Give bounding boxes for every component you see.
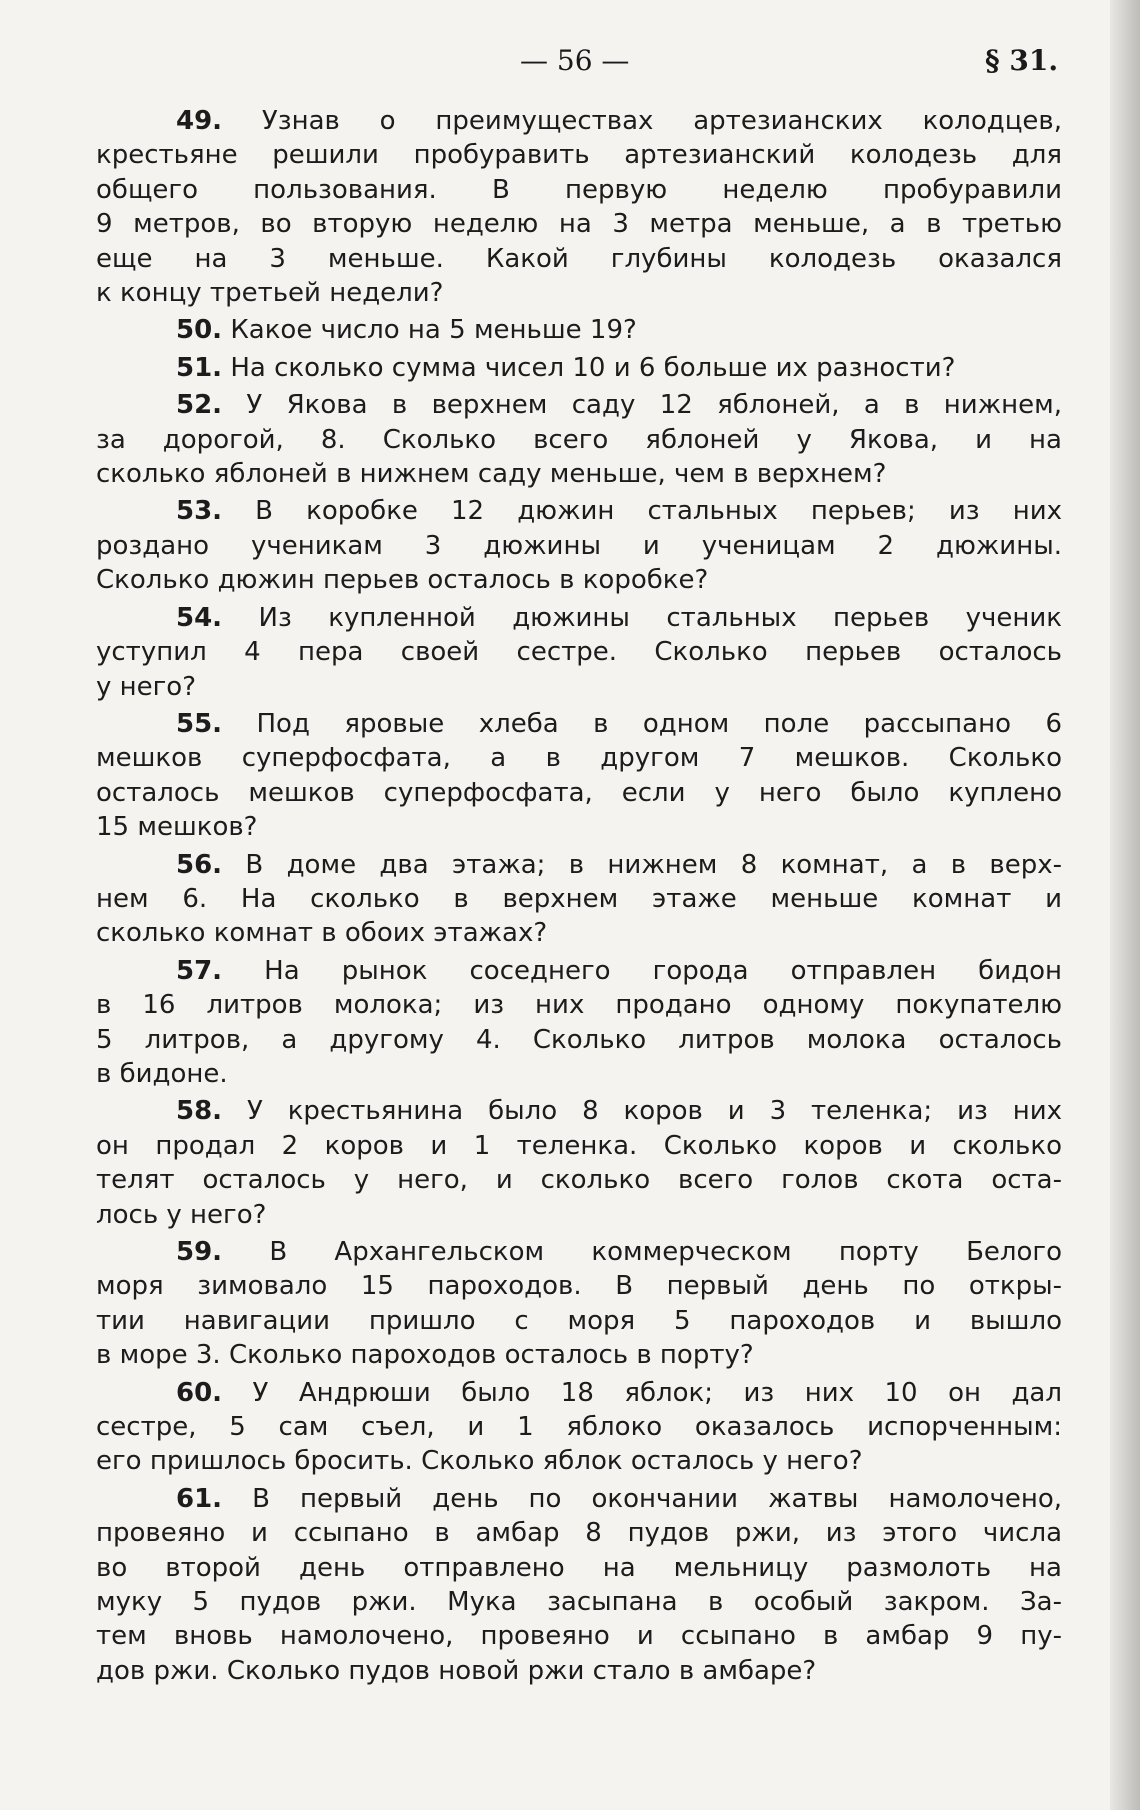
- problem-59: [96, 1235, 1062, 1373]
- problem-line: нем 6. На сколько в верхнем этаже меньше комнат и: [96, 883, 1062, 914]
- problem-text: У Якова в верхнем саду 12 яблоней, а в нижнем,: [222, 390, 1062, 421]
- problem-line: крестьяне решили пробуравить артезианский колодезь для: [96, 140, 1062, 171]
- problem-line: в 16 литров молока; из них продано одному покупателю: [96, 990, 1062, 1021]
- problem-number: 56.: [176, 849, 223, 880]
- problem-line: общего пользования. В первую неделю пробуравили: [96, 174, 1062, 205]
- problem-number: 49.: [176, 106, 223, 136]
- problem-line: сколько яблоней в нижнем саду меньше, чем в верхнем?: [96, 459, 887, 490]
- problem-text: Какое число на 5 меньше 19?: [222, 315, 637, 346]
- problem-50: [96, 313, 1062, 347]
- problem-line: 5 литров, а другому 4. Сколько литров молока осталось: [96, 1024, 1062, 1055]
- problem-text: Под яровые хлеба в одном поле рассыпано 6: [222, 708, 1062, 739]
- problem-line: [96, 707, 1062, 741]
- problem-text: На сколько сумма чисел 10 и 6 больше их разности?: [222, 352, 956, 383]
- problem-number: 53.: [176, 496, 223, 527]
- problem-line: [96, 1376, 1062, 1410]
- problem-line: в бидоне.: [96, 1058, 228, 1089]
- problem-line: [96, 313, 1062, 347]
- problem-line: [96, 601, 1062, 635]
- problem-line: дов ржи. Сколько пудов новой ржи стало в амбаре?: [96, 1655, 817, 1686]
- problem-line: осталось мешков суперфосфата, если у него было куплено: [96, 777, 1062, 808]
- problem-list: [96, 104, 1062, 1691]
- problem-line: тем вновь намолочено, провеяно и ссыпано в амбар 9 пу-: [96, 1621, 1062, 1652]
- problem-number: 50.: [176, 315, 223, 346]
- page-header: [0, 44, 1110, 84]
- problem-text: На рынок соседнего города отправлен бидон: [222, 955, 1062, 986]
- problem-61: [96, 1482, 1062, 1688]
- problem-number: 54.: [176, 602, 223, 633]
- problem-54: [96, 601, 1062, 704]
- page-edge: [1110, 0, 1140, 1810]
- problem-60: [96, 1376, 1062, 1479]
- problem-text: В коробке 12 дюжин стальных перьев; из них: [222, 496, 1062, 527]
- problem-56: [96, 848, 1062, 951]
- problem-line: [96, 494, 1062, 528]
- problem-57: [96, 954, 1062, 1092]
- page-number: — 56 —: [520, 44, 630, 77]
- problem-line: 9 метров, во вторую неделю на 3 метра меньше, а в третью: [96, 209, 1062, 240]
- problem-line: [96, 1094, 1062, 1128]
- problem-line: [96, 954, 1062, 988]
- problem-line: 15 мешков?: [96, 812, 258, 843]
- problem-number: 55.: [176, 708, 223, 739]
- problem-line: [96, 104, 1062, 138]
- problem-number: 57.: [176, 955, 223, 986]
- problem-number: 58.: [176, 1096, 223, 1127]
- problem-number: 60.: [176, 1377, 223, 1408]
- problem-number: 61.: [176, 1483, 223, 1514]
- section-mark: § 31.: [985, 44, 1059, 77]
- problem-line: в море 3. Сколько пароходов осталось в порту?: [96, 1340, 754, 1371]
- problem-line: моря зимовало 15 пароходов. В первый день по откры-: [96, 1271, 1062, 1302]
- problem-line: его пришлось бросить. Сколько яблок осталось у него?: [96, 1446, 863, 1477]
- problem-line: [96, 848, 1062, 882]
- problem-53: [96, 494, 1062, 597]
- problem-line: [96, 1482, 1062, 1516]
- problem-number: 51.: [176, 352, 223, 383]
- problem-51: [96, 351, 1062, 385]
- problem-line: телят осталось у него, и сколько всего голов скота оста-: [96, 1165, 1062, 1196]
- problem-line: роздано ученикам 3 дюжины и ученицам 2 дюжины.: [96, 530, 1062, 561]
- problem-line: еще на 3 меньше. Какой глубины колодезь оказался: [96, 243, 1062, 274]
- problem-number: 52.: [176, 390, 223, 421]
- problem-line: к концу третьей недели?: [96, 278, 444, 309]
- problem-line: он продал 2 коров и 1 теленка. Сколько коров и сколько: [96, 1130, 1062, 1161]
- problem-line: [96, 388, 1062, 422]
- problem-49: [96, 104, 1062, 310]
- problem-line: во второй день отправлено на мельницу размолоть на: [96, 1552, 1062, 1583]
- problem-text: У крестьянина было 8 коров и 3 теленка; из них: [222, 1096, 1062, 1127]
- problem-line: [96, 351, 1062, 385]
- problem-line: мешков суперфосфата, а в другом 7 мешков. Сколько: [96, 743, 1062, 774]
- problem-text: В первый день по окончании жатвы намолочено,: [222, 1483, 1062, 1514]
- problem-text: В Архангельском коммерческом порту Белого: [222, 1237, 1062, 1267]
- problem-line: за дорогой, 8. Сколько всего яблоней у Якова, и на: [96, 424, 1062, 455]
- problem-line: лось у него?: [96, 1199, 267, 1230]
- problem-number: 59.: [176, 1237, 223, 1267]
- problem-line: сестре, 5 сам съел, и 1 яблоко оказалось испорченным:: [96, 1412, 1062, 1443]
- problem-text: У Андрюши было 18 яблок; из них 10 он дал: [222, 1377, 1062, 1408]
- problem-text: Из купленной дюжины стальных перьев ученик: [222, 602, 1062, 633]
- problem-text: Узнав о преимуществах артезианских колодцев,: [222, 106, 1062, 136]
- problem-line: сколько комнат в обоих этажах?: [96, 918, 548, 949]
- problem-line: тии навигации пришло с моря 5 пароходов и вышло: [96, 1305, 1062, 1336]
- problem-line: муку 5 пудов ржи. Мука засыпана в особый закром. За-: [96, 1587, 1062, 1618]
- problem-55: [96, 707, 1062, 845]
- problem-line: Сколько дюжин перьев осталось в коробке?: [96, 565, 709, 596]
- problem-52: [96, 388, 1062, 491]
- problem-line: уступил 4 пера своей сестре. Сколько перьев осталось: [96, 637, 1062, 668]
- problem-line: [96, 1235, 1062, 1269]
- problem-line: у него?: [96, 671, 197, 702]
- problem-line: провеяно и ссыпано в амбар 8 пудов ржи, из этого числа: [96, 1518, 1062, 1549]
- problem-text: В доме два этажа; в нижнем 8 комнат, а в верх-: [222, 849, 1062, 880]
- problem-58: [96, 1094, 1062, 1232]
